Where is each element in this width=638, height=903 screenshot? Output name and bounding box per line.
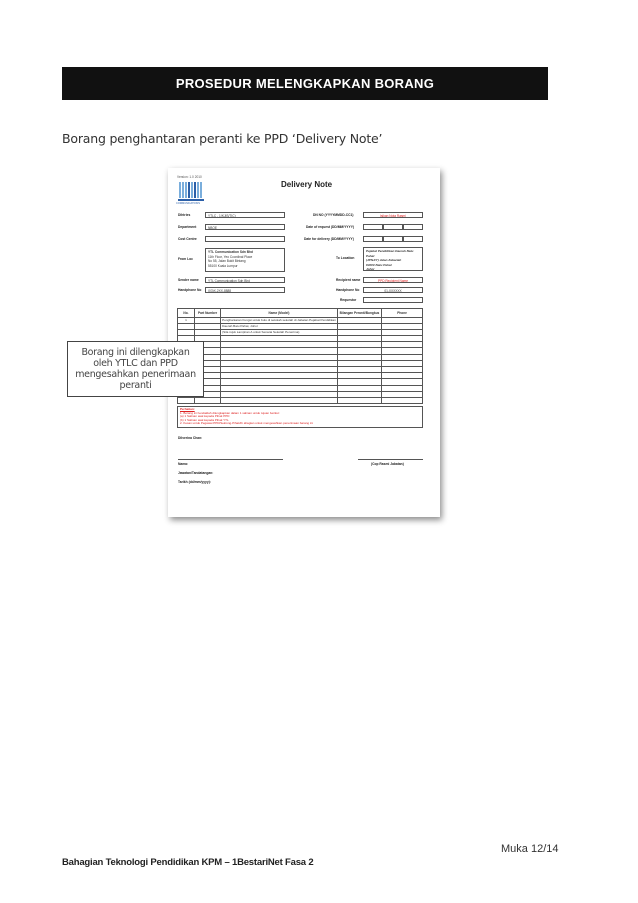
table-row: (Sila rujuk Lampiran A untuk Senarai Sekolah Penerima) xyxy=(178,329,423,335)
field-label: Sender name xyxy=(178,278,199,282)
callout-note: Borang ini dilengkapkan oleh YTLC dan PPD mengesahkan penerimaan peranti xyxy=(67,341,204,397)
field-value: PPD Recipient Name xyxy=(363,277,423,283)
signature-label: Jawatan/Tandatangan: xyxy=(178,471,214,475)
form-title: Delivery Note xyxy=(281,180,333,189)
field-value: NBOE xyxy=(205,224,285,230)
field-label: Handphone No xyxy=(336,288,360,292)
form-version: Version: 1.0 2010 xyxy=(177,175,202,179)
delivery-note-form-image xyxy=(168,168,440,517)
field-value: (03)X-2XX-8888 xyxy=(205,287,285,293)
field-label: Date of request (DD/MM/YYYY) xyxy=(306,225,354,229)
remarks-label: Dilverina Chan: xyxy=(178,436,203,440)
to-address-box: Pejabat Pendidikan Daerah Batu Pahat (JPNJ/Y) Jalan Zabariah 83000 Batu Pahat Johor xyxy=(363,247,423,271)
field-value: YTLC - 1(KJIS/TIC) xyxy=(205,212,285,218)
field-value: 01-XXXXXX xyxy=(363,287,423,293)
page-footer: Bahagian Teknologi Pendidikan KPM – 1BestariNet Fasa 2 xyxy=(62,857,314,868)
page-title: PROSEDUR MELENGKAPKAN BORANG xyxy=(175,76,435,91)
field-value: Isikan Nota Rasmi xyxy=(363,212,423,218)
section-subtitle: Borang penghantaran peranti ke PPD ‘Delivery Note’ xyxy=(62,131,383,146)
items-table: No. Part Number Name (Model) Bilangan Peranti/Bungkus Phone 1 Penghantaran Fungsi untuk bulu di sekolah sekolah di Jabatan Pejabat Pendidikan Daerah Batu Pahat, Johor (Sila rujuk Lampiran A untuk Senarai Sekolah Penerima) xyxy=(177,308,423,404)
from-address-box: YTL Communication Sdn Bhd 11th Floor, Yeo Ccordinal Place No 55, Jalan Bukit Bintang 55100 Kuala Lumpur xyxy=(205,248,285,272)
field-label: Handphone No xyxy=(178,288,202,292)
field-label: From Loc xyxy=(178,257,194,261)
signature-label: Nama: xyxy=(178,462,189,466)
stamp-label: (Cop Rasmi Jabatan) xyxy=(371,462,404,466)
signature-label: Tarikh (dd/mm/yyyy): xyxy=(178,480,211,484)
field-label: Department xyxy=(178,225,197,229)
page-number: Muka 12/14 xyxy=(501,843,559,855)
field-label: Requestor xyxy=(340,298,357,302)
field-label: Recipient name xyxy=(336,278,361,282)
field-label: DN NO (YYYYMMDD-CC1) xyxy=(313,213,354,217)
table-row: 1 Penghantaran Fungsi untuk bulu di sekolah sekolah di Jabatan Pejabat Pendidikan xyxy=(178,317,423,323)
notes-box: Perhatian: 1. Borang ini hendaklah dilengkapkan dalam 1 salinan untuk tujuan berikut: (a) 1 Salinan asal kepada Pihak PPD (b) 1 Salinan asal kepada Pihak YTL 2. Kesan untuk Pegawai PPD/Sek/ong-Pihak/ib ahagian untuk mengesahkan penerimaan barang ini xyxy=(177,406,423,428)
logo-caption: COMMUNICATIONS xyxy=(176,202,201,205)
field-label: Dihtries xyxy=(178,213,191,217)
field-label: Date for delivery (DD/MM/YYYY) xyxy=(304,237,354,241)
field-value xyxy=(363,297,423,303)
field-value: YTL Communication Sdn Bhd xyxy=(205,277,285,283)
page-title-banner xyxy=(62,67,548,100)
table-row: Daerah Batu Pahat, Johor xyxy=(178,323,423,329)
field-label: To Location xyxy=(336,256,355,260)
ytl-logo-icon xyxy=(178,182,204,202)
field-label: Cost Centre xyxy=(178,237,197,241)
field-value xyxy=(205,236,285,242)
